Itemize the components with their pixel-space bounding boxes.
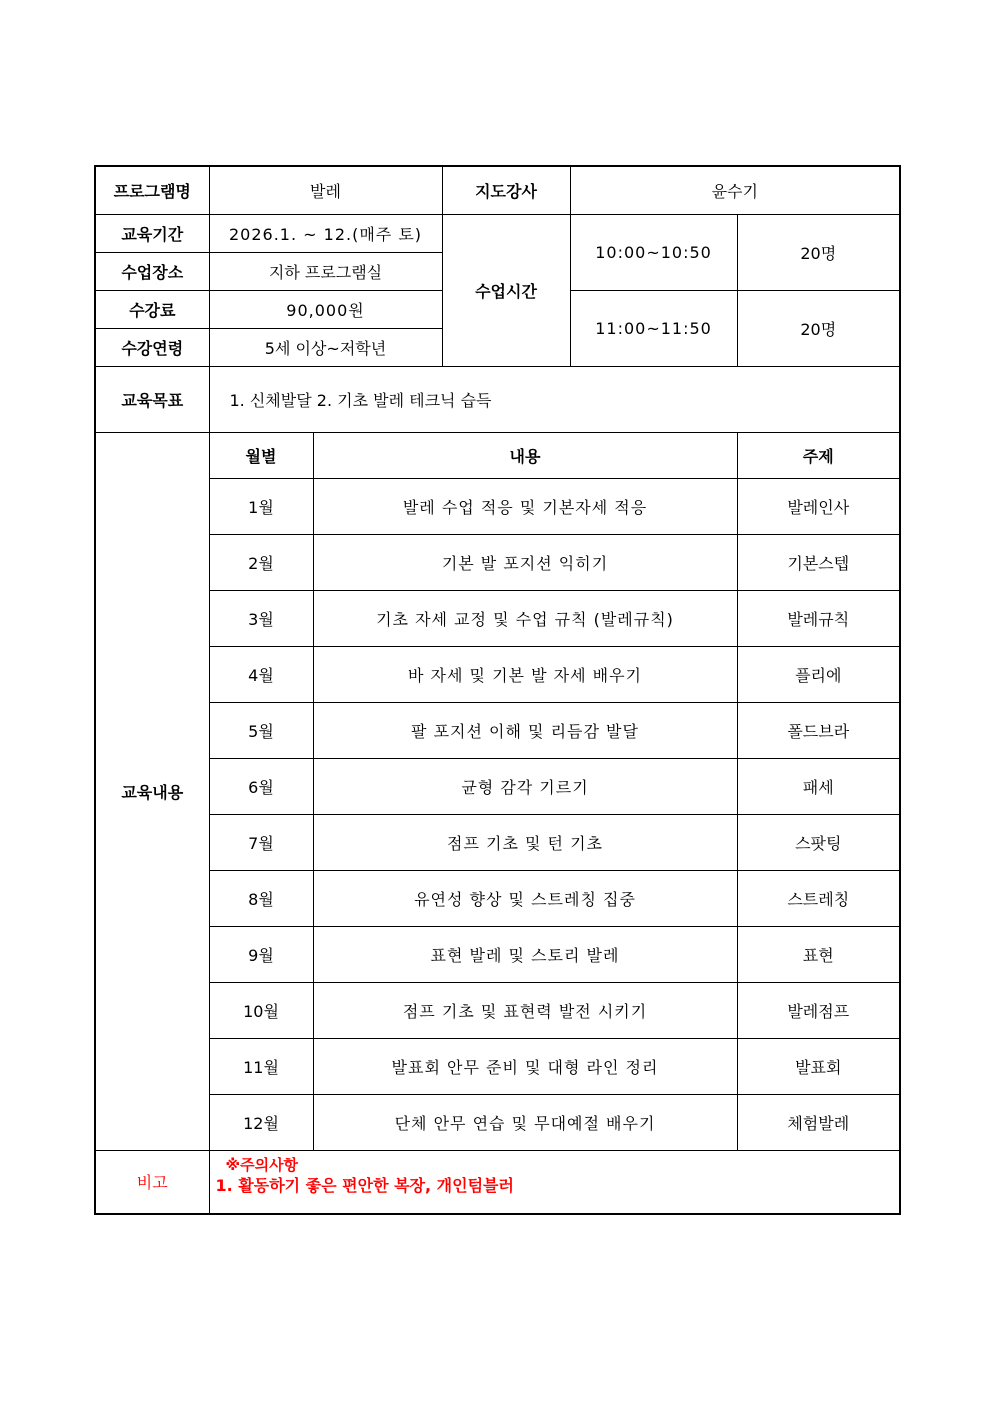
- table-row: [95, 702, 900, 758]
- topic-cell: 패세: [737, 758, 900, 814]
- month-cell: 2월: [209, 534, 313, 590]
- topic-cell: 발레인사: [737, 478, 900, 534]
- table-row: [95, 478, 900, 534]
- table-row: [95, 758, 900, 814]
- month-cell: 8월: [209, 870, 313, 926]
- content-cell: 팔 포지션 이해 및 리듬감 발달: [313, 702, 737, 758]
- period-label: 교육기간: [95, 214, 209, 252]
- session-1-time: 10:00~10:50: [570, 214, 737, 290]
- table-row: [95, 926, 900, 982]
- curriculum-label: 교육내용: [95, 432, 209, 1150]
- topic-cell: 스팟팅: [737, 814, 900, 870]
- content-cell: 바 자세 및 기본 발 자세 배우기: [313, 646, 737, 702]
- program-name-label: 프로그램명: [95, 166, 209, 214]
- month-cell: 5월: [209, 702, 313, 758]
- col-topic-header: 주제: [737, 432, 900, 478]
- content-cell: 발표회 안무 준비 및 대형 라인 정리: [313, 1038, 737, 1094]
- remarks-heading: ※주의사항: [225, 1155, 299, 1174]
- content-cell: 표현 발레 및 스토리 발레: [313, 926, 737, 982]
- remarks-line: 1. 활동하기 좋은 편안한 복장, 개인텀블러: [215, 1175, 514, 1195]
- topic-cell: 기본스텝: [737, 534, 900, 590]
- table-row: [95, 590, 900, 646]
- month-cell: 6월: [209, 758, 313, 814]
- remarks-label: 비고: [95, 1150, 209, 1214]
- month-cell: 12월: [209, 1094, 313, 1150]
- fee-label: 수강료: [95, 290, 209, 328]
- fee-value: 90,000원: [209, 290, 442, 328]
- age-label: 수강연령: [95, 328, 209, 366]
- table-row: [95, 1038, 900, 1094]
- class-time-label: 수업시간: [442, 214, 570, 366]
- topic-cell: 발레규칙: [737, 590, 900, 646]
- topic-cell: 표현: [737, 926, 900, 982]
- program-info-table: [94, 165, 901, 1215]
- table-row: [95, 1094, 900, 1150]
- content-cell: 기초 자세 교정 및 수업 규칙 (발레규칙): [313, 590, 737, 646]
- session-1-capacity: 20명: [737, 214, 900, 290]
- topic-cell: 폴드브라: [737, 702, 900, 758]
- month-cell: 3월: [209, 590, 313, 646]
- place-value: 지하 프로그램실: [209, 252, 442, 290]
- session-2-time: 11:00~11:50: [570, 290, 737, 366]
- topic-cell: 스트레칭: [737, 870, 900, 926]
- table-row: [95, 646, 900, 702]
- content-cell: 유연성 향상 및 스트레칭 집중: [313, 870, 737, 926]
- topic-cell: 체험발레: [737, 1094, 900, 1150]
- content-cell: 발레 수업 적응 및 기본자세 적응: [313, 478, 737, 534]
- content-cell: 점프 기초 및 표현력 발전 시키기: [313, 982, 737, 1038]
- table-row: [95, 982, 900, 1038]
- month-cell: 11월: [209, 1038, 313, 1094]
- month-cell: 1월: [209, 478, 313, 534]
- table-row: [95, 534, 900, 590]
- content-cell: 균형 감각 기르기: [313, 758, 737, 814]
- content-cell: 단체 안무 연습 및 무대예절 배우기: [313, 1094, 737, 1150]
- program-name-value: 발레: [209, 166, 442, 214]
- goal-label: 교육목표: [95, 366, 209, 432]
- col-month-header: 월별: [209, 432, 313, 478]
- col-content-header: 내용: [313, 432, 737, 478]
- month-cell: 9월: [209, 926, 313, 982]
- topic-cell: 플리에: [737, 646, 900, 702]
- period-value: 2026.1. ~ 12.(매주 토): [209, 214, 442, 252]
- instructor-label: 지도강사: [442, 166, 570, 214]
- instructor-value: 윤수기: [570, 166, 900, 214]
- month-cell: 7월: [209, 814, 313, 870]
- place-label: 수업장소: [95, 252, 209, 290]
- remarks-content: [209, 1150, 900, 1214]
- month-cell: 4월: [209, 646, 313, 702]
- session-2-capacity: 20명: [737, 290, 900, 366]
- topic-cell: 발레점프: [737, 982, 900, 1038]
- content-cell: 기본 발 포지션 익히기: [313, 534, 737, 590]
- goal-value: 1. 신체발달 2. 기초 발레 테크닉 습득: [209, 366, 900, 432]
- topic-cell: 발표회: [737, 1038, 900, 1094]
- content-cell: 점프 기초 및 턴 기초: [313, 814, 737, 870]
- table-row: [95, 870, 900, 926]
- age-value: 5세 이상~저학년: [209, 328, 442, 366]
- month-cell: 10월: [209, 982, 313, 1038]
- table-row: [95, 814, 900, 870]
